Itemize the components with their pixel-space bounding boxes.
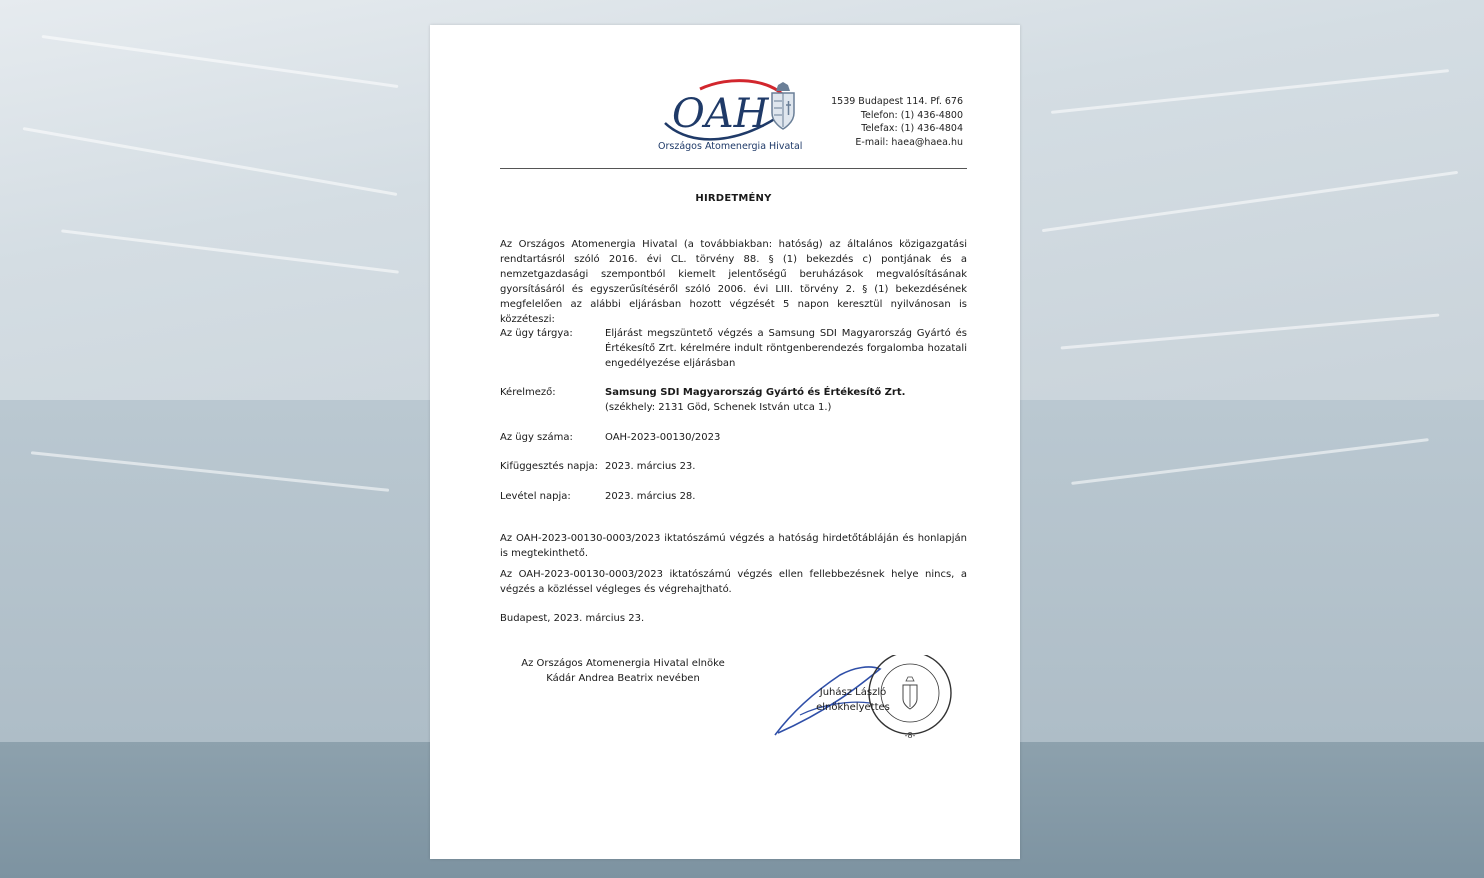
signee-title: elnökhelyettes [816,702,890,713]
coat-of-arms-icon [768,81,798,133]
note-paragraph-1: Az OAH-2023-00130-0003/2023 iktatószámú végzés a hatóság hirdetőtábláján és honlapján is megtekinthető. [500,533,967,559]
applicant-address: (székhely: 2131 Göd, Schenek István utca 1.) [605,402,832,413]
row-label-case-number: Az ügy száma: [500,432,573,443]
intro-paragraph: Az Országos Atomenergia Hivatal (a továbbiakban: hatóság) az általános közigazgatási rendtartásról szóló 2016. évi CL. törvény 88. § (1) bekezdés c) pontjának és a nemzetgazdasági szempontból kiemelt jelentőségű beruházások megvalósításának gyorsításáról és egyszerűsítéséről szóló 2006. évi LIII. törvény 2. § (1) bekezdésének megfelelően az alábbi eljárásban hozott végzését 5 napon keresztül nyilvánosan is közzéteszi: [500,239,967,325]
contact-fax: Telefax: (1) 436-4804 [861,123,963,135]
row-label-applicant: Kérelmező: [500,387,556,398]
row-label-subject: Az ügy tárgya: [500,328,573,339]
contact-block [810,95,963,150]
document-page [430,25,1020,859]
contact-address: 1539 Budapest 114. Pf. 676 [831,96,963,107]
svg-text:-8-: -8- [904,731,916,740]
row-label-posting-date: Kifüggesztés napja: [500,461,599,472]
document-heading: HIRDETMÉNY [695,193,772,204]
contact-phone: Telefon: (1) 436-4800 [860,109,963,121]
row-value-posting-date: 2023. március 23. [605,461,696,472]
applicant-name: Samsung SDI Magyarország Gyártó és Értékesítő Zrt. [605,387,906,398]
header-divider [500,168,967,169]
place-date: Budapest, 2023. március 23. [500,613,645,624]
row-value-removal-date: 2023. március 28. [605,491,696,502]
note-paragraph-2: Az OAH-2023-00130-0003/2023 iktatószámú végzés ellen fellebbezésnek helye nincs, a végzés a közléssel végleges és végrehajtható. [500,569,967,595]
signer-line-1: Az Országos Atomenergia Hivatal elnöke [521,658,725,669]
row-label-removal-date: Levétel napja: [500,491,571,502]
signer-line-2: Kádár Andrea Beatrix nevében [546,673,700,684]
signee-name: Juhász László [819,687,887,698]
signer-block [500,656,746,686]
row-value-subject: Eljárást megszüntető végzés a Samsung SDI Magyarország Gyártó és Értékesítő Zrt. kérelmére indult röntgenberendezés forgalomba hozatali engedélyezése eljárásban [605,328,967,369]
contact-email: E-mail: haea@haea.hu [855,137,963,149]
row-value-case-number: OAH-2023-00130/2023 [605,432,721,443]
logo-letters: OAH [672,91,769,137]
signee-block [808,685,898,715]
row-value-applicant [605,385,967,415]
logo-caption: Országos Atomenergia Hivatal [658,141,803,152]
